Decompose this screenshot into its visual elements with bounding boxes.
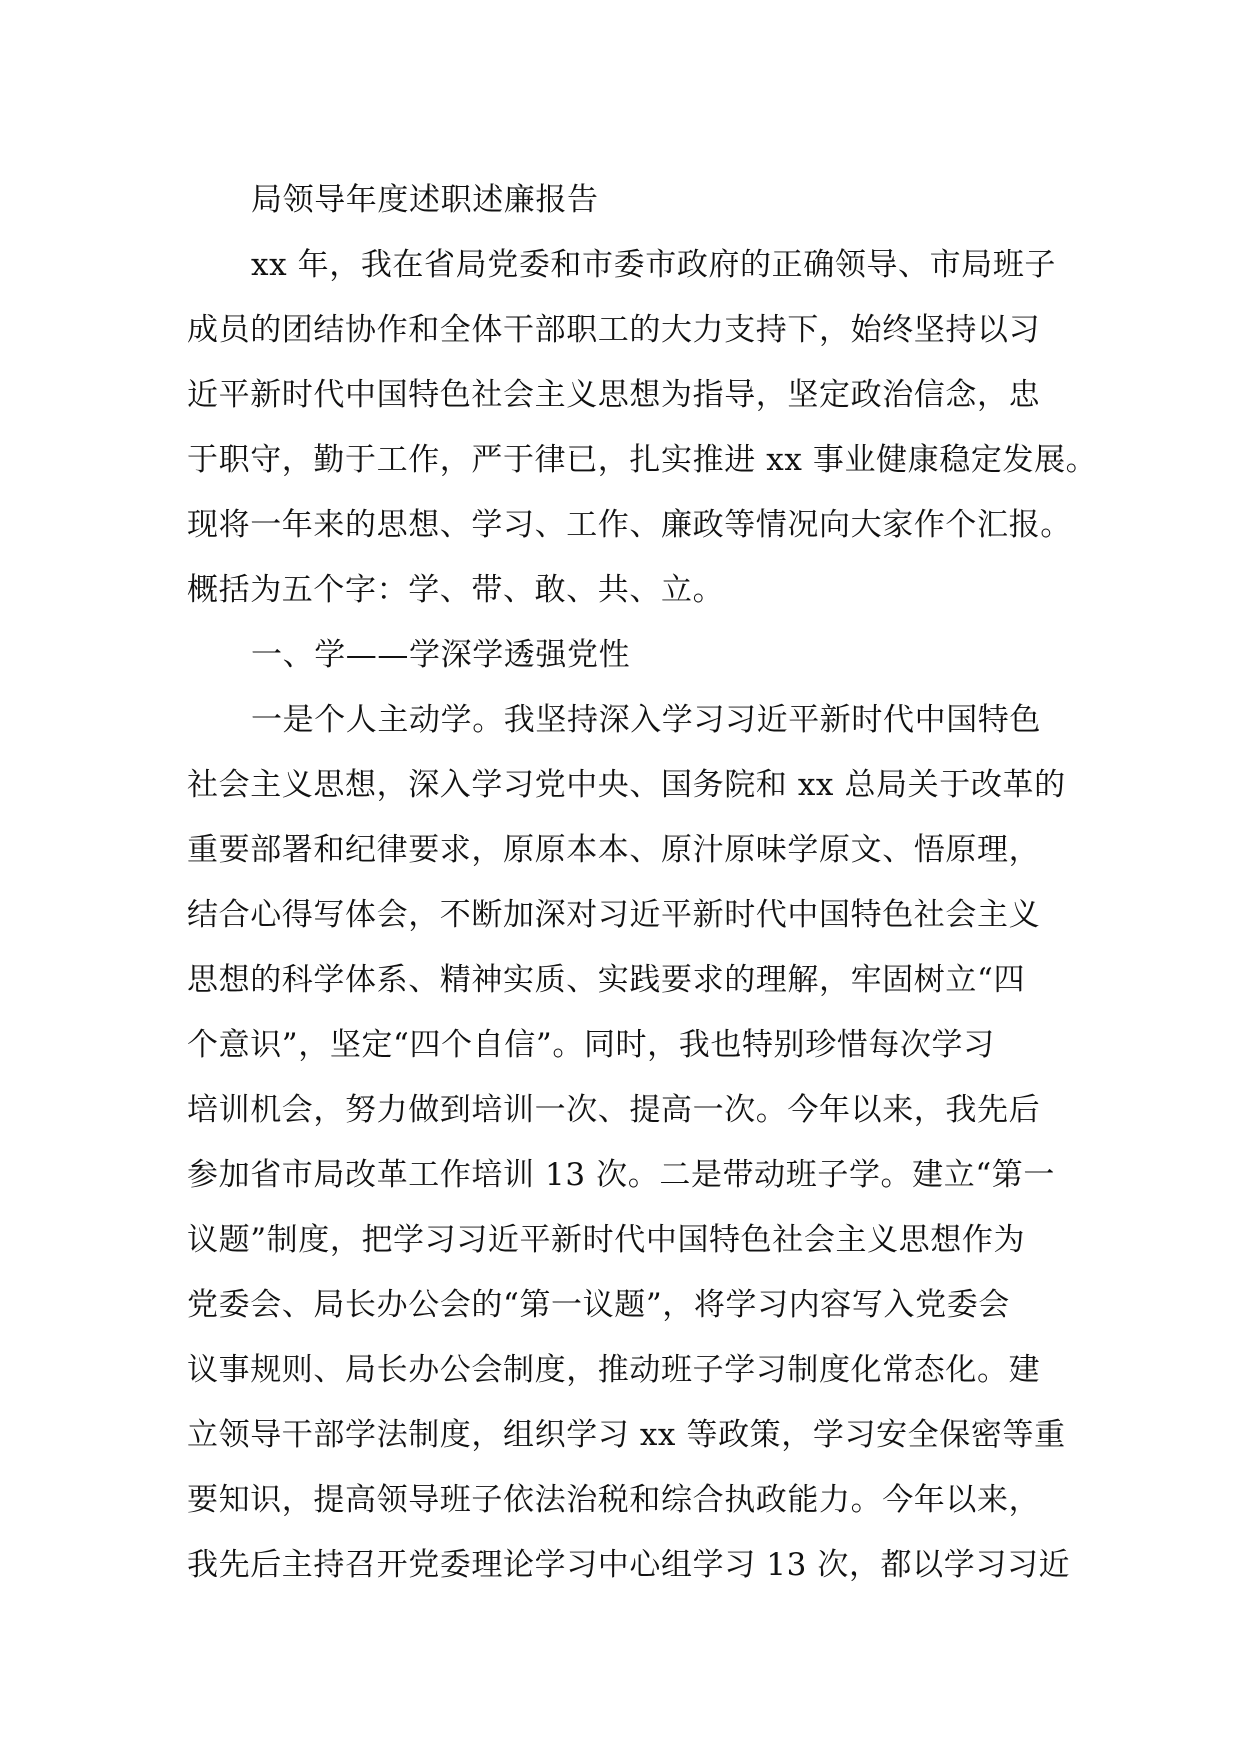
document-title: 局领导年度述职述廉报告 xyxy=(251,182,599,218)
text-line: 培训机会，努力做到培训一次、提高一次。今年以来，我先后 xyxy=(187,1092,1041,1128)
text-line: 议题”制度，把学习习近平新时代中国特色社会主义思想作为 xyxy=(187,1222,1026,1258)
text-line: 要知识，提高领导班子依法治税和综合执政能力。今年以来， xyxy=(187,1482,1041,1518)
text-line: 概括为五个字：学、带、敢、共、立。 xyxy=(187,572,725,608)
text-line: 我先后主持召开党委理论学习中心组学习 13 次，都以学习习近 xyxy=(187,1547,1071,1583)
text-line: 成员的团结协作和全体干部职工的大力支持下，始终坚持以习 xyxy=(187,312,1041,348)
text-line: 思想的科学体系、精神实质、实践要求的理解，牢固树立“四 xyxy=(187,962,1026,998)
text-line: 参加省市局改革工作培训 13 次。二是带动班子学。建立“第一 xyxy=(187,1157,1055,1193)
text-line: 现将一年来的思想、学习、工作、廉政等情况向大家作个汇报。 xyxy=(187,507,1072,543)
text-line: 议事规则、局长办公会制度，推动班子学习制度化常态化。建 xyxy=(187,1352,1041,1388)
text-line: 个意识”，坚定“四个自信”。同时，我也特别珍惜每次学习 xyxy=(187,1027,995,1063)
section-heading: 一、学——学深学透强党性 xyxy=(251,637,631,673)
text-line: 社会主义思想，深入学习党中央、国务院和 xx 总局关于改革的 xyxy=(187,767,1066,803)
document-body xyxy=(187,168,1098,1598)
text-line: 一是个人主动学。我坚持深入学习习近平新时代中国特色 xyxy=(251,702,1041,738)
text-line: 立领导干部学法制度，组织学习 xx 等政策，学习安全保密等重 xyxy=(187,1417,1066,1453)
text-line: 近平新时代中国特色社会主义思想为指导，坚定政治信念，忠 xyxy=(187,377,1041,413)
text-line: 党委会、局长办公会的“第一议题”，将学习内容写入党委会 xyxy=(187,1287,1010,1323)
text-line: xx 年，我在省局党委和市委市政府的正确领导、市局班子 xyxy=(251,247,1057,283)
text-line: 于职守，勤于工作，严于律已，扎实推进 xx 事业健康稳定发展。 xyxy=(187,442,1098,478)
text-line: 重要部署和纪律要求，原原本本、原汁原味学原文、悟原理， xyxy=(187,832,1041,868)
text-line: 结合心得写体会，不断加深对习近平新时代中国特色社会主义 xyxy=(187,897,1041,933)
